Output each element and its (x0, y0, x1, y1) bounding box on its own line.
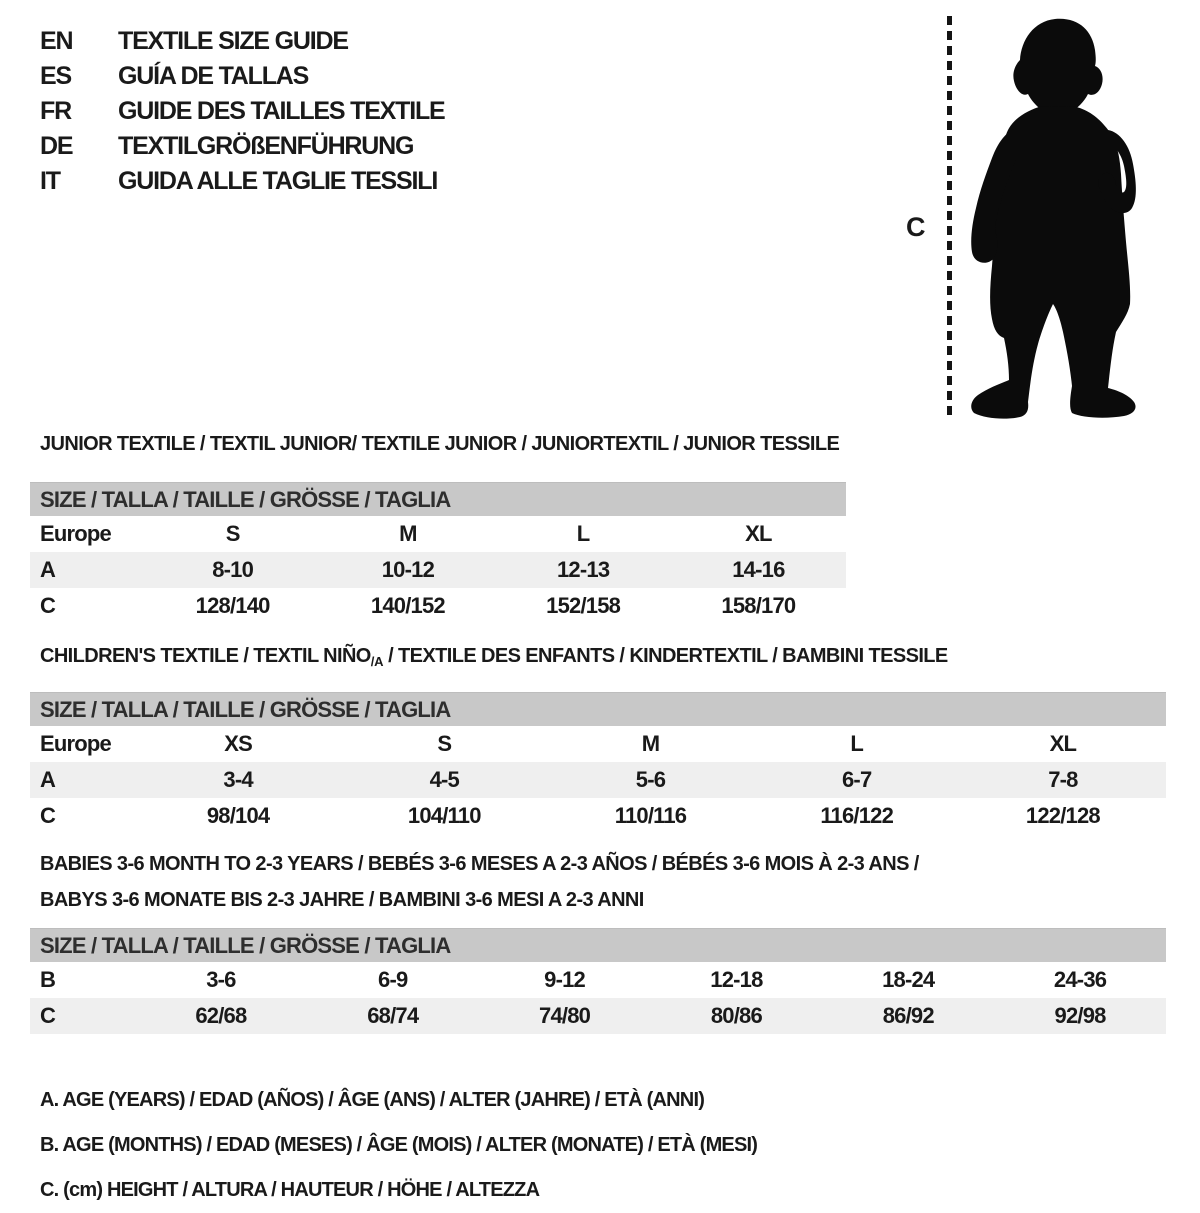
legend-line-c: C. (cm) HEIGHT / ALTURA / HAUTEUR / HÖHE / ALTEZZA (40, 1179, 540, 1201)
size-cell: L (576, 521, 590, 546)
language-title: GUÍA DE TALLAS (118, 62, 309, 90)
language-row-it (40, 164, 445, 199)
toddler-silhouette-icon (958, 14, 1148, 422)
height-cell: 158/170 (721, 593, 796, 618)
height-cell: 104/110 (407, 803, 481, 828)
age-cell: 24-36 (1053, 967, 1107, 992)
height-measure-dashed-line (947, 16, 952, 418)
age-cell: 10-12 (381, 557, 435, 582)
size-cell: S (437, 731, 452, 756)
babies-size-table (30, 928, 1166, 1034)
junior-size-table (30, 482, 846, 624)
height-cell: 128/140 (195, 593, 270, 618)
row-label: A (40, 767, 56, 792)
children-size-table (30, 692, 1166, 834)
language-code: DE (40, 132, 73, 160)
size-cell: XL (1049, 731, 1077, 756)
babies-section-title (40, 846, 919, 918)
age-cell: 6-7 (841, 767, 872, 792)
language-code: FR (40, 97, 71, 125)
height-cell: 92/98 (1054, 1003, 1106, 1028)
language-row-es (40, 59, 445, 94)
table-row-age-months (30, 962, 1166, 998)
table-row-age (30, 552, 846, 588)
table-row-europe (30, 516, 846, 552)
age-cell: 5-6 (635, 767, 666, 792)
size-cell: S (225, 521, 240, 546)
table-row-age (30, 762, 1166, 798)
height-cell: 80/86 (710, 1003, 762, 1028)
row-label: A (40, 557, 56, 582)
table-row-height (30, 798, 1166, 834)
babies-title-line2: BABYS 3-6 MONATE BIS 2-3 JAHRE / BAMBINI 3-6 MESI A 2-3 ANNI (40, 889, 644, 911)
language-row-fr (40, 94, 445, 129)
legend-line-a: A. AGE (YEARS) / EDAD (AÑOS) / ÂGE (ANS) / ALTER (JAHRE) / ETÀ (ANNI) (40, 1089, 705, 1111)
height-cell: 122/128 (1025, 803, 1100, 828)
language-row-en (40, 24, 445, 59)
height-cell: 98/104 (206, 803, 270, 828)
language-title: GUIDA ALLE TAGLIE TESSILI (118, 167, 438, 195)
language-code: EN (40, 27, 73, 55)
table-row-height (30, 588, 846, 624)
language-title: TEXTILGRÖßENFÜHRUNG (118, 132, 414, 160)
height-cell: 68/74 (367, 1003, 419, 1028)
row-label: B (40, 967, 56, 992)
row-label: C (40, 1003, 56, 1028)
language-row-de (40, 129, 445, 164)
children-title-pre: CHILDREN'S TEXTILE / TEXTIL NIÑO (40, 645, 371, 667)
size-header-bar: SIZE / TALLA / TAILLE / GRÖSSE / TAGLIA (30, 928, 1166, 962)
age-cell: 4-5 (429, 767, 459, 792)
size-cell: L (850, 731, 864, 756)
age-cell: 12-13 (556, 557, 610, 582)
size-header-bar: SIZE / TALLA / TAILLE / GRÖSSE / TAGLIA (30, 692, 1166, 726)
age-cell: 9-12 (544, 967, 585, 992)
size-cell: M (399, 521, 417, 546)
height-cell: 152/158 (546, 593, 621, 618)
height-cell: 62/68 (195, 1003, 247, 1028)
height-cell: 116/122 (820, 803, 894, 828)
size-cell: M (641, 731, 660, 756)
language-title: GUIDE DES TAILLES TEXTILE (118, 97, 445, 125)
children-title-post: / TEXTILE DES ENFANTS / KINDERTEXTIL / BAMBINI TESSILE (383, 645, 948, 667)
row-label: C (40, 593, 56, 618)
height-cell: 110/116 (614, 803, 687, 828)
size-cell: XS (224, 731, 252, 756)
legend-line-b: B. AGE (MONTHS) / EDAD (MESES) / ÂGE (MOIS) / ALTER (MONATE) / ETÀ (MESI) (40, 1134, 758, 1156)
babies-title-line1: BABIES 3-6 MONTH TO 2-3 YEARS / BEBÉS 3-6 MESES A 2-3 AÑOS / BÉBÉS 3-6 MOIS À 2-3 ANS / (40, 853, 919, 875)
table-row-europe (30, 726, 1166, 762)
row-label: C (40, 803, 56, 828)
age-cell: 8-10 (212, 557, 254, 582)
age-cell: 14-16 (732, 557, 785, 582)
language-code: IT (40, 167, 60, 195)
size-cell: XL (745, 521, 772, 546)
language-title-block (40, 24, 445, 199)
height-measure-label: C (906, 212, 925, 242)
row-label: Europe (40, 521, 111, 546)
height-cell: 74/80 (539, 1003, 591, 1028)
age-cell: 6-9 (378, 967, 408, 992)
age-cell: 18-24 (882, 967, 935, 992)
age-cell: 12-18 (710, 967, 763, 992)
height-cell: 140/152 (370, 593, 445, 618)
children-title-subscript: /A (370, 654, 384, 669)
age-cell: 3-4 (223, 767, 253, 792)
language-title: TEXTILE SIZE GUIDE (118, 27, 348, 55)
size-header-bar: SIZE / TALLA / TAILLE / GRÖSSE / TAGLIA (30, 482, 846, 516)
row-label: Europe (40, 731, 111, 756)
age-cell: 7-8 (1048, 767, 1078, 792)
measure-legend (40, 1078, 757, 1213)
language-code: ES (40, 62, 71, 90)
table-row-height (30, 998, 1166, 1034)
age-cell: 3-6 (206, 967, 236, 992)
height-cell: 86/92 (882, 1003, 934, 1028)
junior-section-title: JUNIOR TEXTILE / TEXTIL JUNIOR/ TEXTILE JUNIOR / JUNIORTEXTIL / JUNIOR TESSILE (40, 433, 840, 455)
children-section-title (40, 642, 948, 676)
